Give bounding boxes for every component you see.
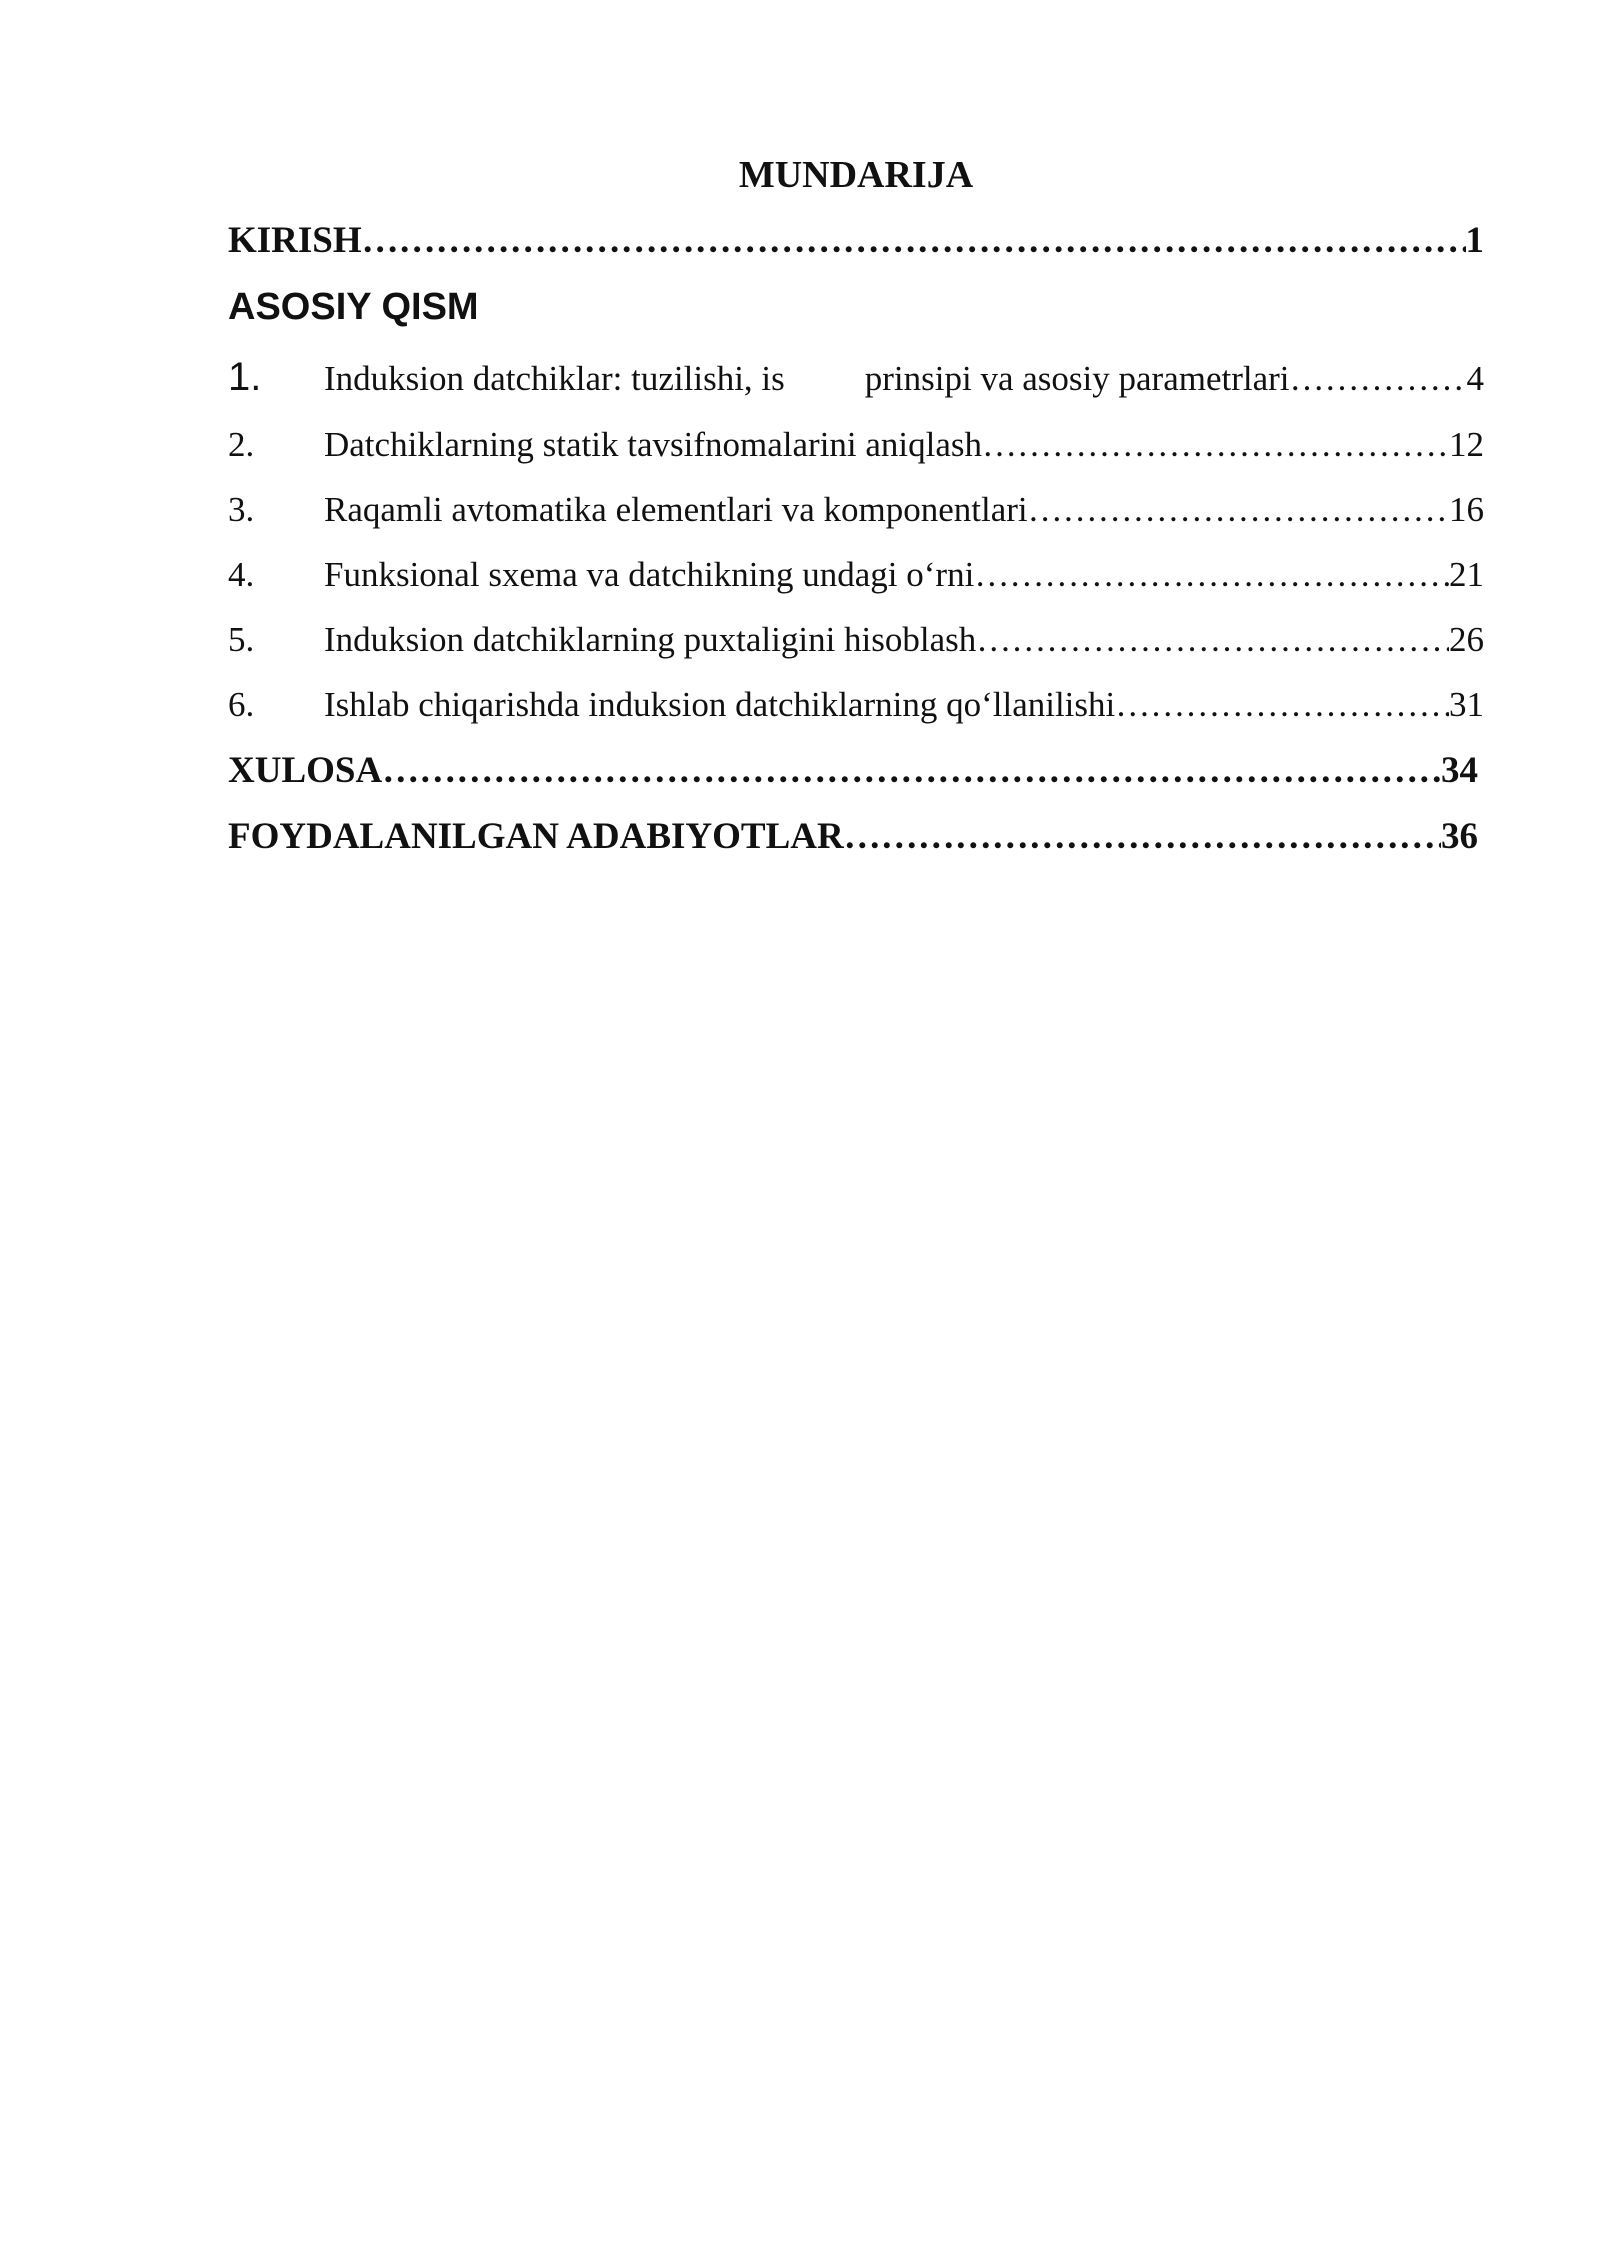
toc-entry-kirish[interactable] <box>228 214 1484 268</box>
toc-entry-number: 2. <box>228 425 255 464</box>
toc-entry-label: KIRISH <box>228 220 362 261</box>
dot-leader <box>982 418 1449 472</box>
toc-entry-adabiyotlar[interactable] <box>228 810 1478 864</box>
toc-entry-label: Raqamli avtomatika elementlari va komponentlari <box>324 490 1028 529</box>
dot-leader <box>974 548 1449 602</box>
dot-leader <box>844 810 1441 864</box>
section-heading: ASOSIY QISM <box>228 286 479 328</box>
toc-entry-number: 5. <box>228 620 255 659</box>
toc-page-number: 12 <box>1449 425 1484 464</box>
dot-leader <box>976 613 1449 667</box>
toc-entry-number: 3. <box>228 490 255 529</box>
toc-entry-5[interactable] <box>228 613 1484 667</box>
toc-entry-label: XULOSA <box>228 750 383 791</box>
toc-page-number: 1 <box>1465 220 1484 261</box>
page-title: MUNDARIJA <box>738 154 974 196</box>
dot-leader <box>1115 678 1449 732</box>
toc-entry-label: Funksional sxema va datchikning undagi o‘rni <box>324 555 975 594</box>
toc-entry-2[interactable] <box>228 418 1484 472</box>
toc-page-number: 36 <box>1441 816 1478 857</box>
toc-entry-1[interactable] <box>228 350 1484 404</box>
toc-page-number: 4 <box>1466 359 1484 398</box>
toc-entry-number: 1. <box>228 355 262 399</box>
toc-entry-xulosa[interactable] <box>228 744 1478 798</box>
toc-entry-number: 4. <box>228 555 255 594</box>
toc-entry-number: 6. <box>228 685 255 724</box>
dot-leader <box>1028 483 1449 537</box>
toc-page-number: 21 <box>1449 555 1484 594</box>
toc-entry-label: Induksion datchiklarning puxtaligini hisoblash <box>324 620 977 659</box>
dot-leader <box>362 214 1466 268</box>
toc-page-number: 26 <box>1449 620 1484 659</box>
toc-entry-4[interactable] <box>228 548 1484 602</box>
toc-entry-label: Induksion datchiklar: tuzilishi, is <box>324 359 785 398</box>
toc-entry-label-tail: prinsipi va asosiy parametrlari <box>864 359 1290 398</box>
toc-page-number: 34 <box>1441 750 1478 791</box>
toc-entry-label: Datchiklarning statik tavsifnomalarini aniqlash <box>324 425 983 464</box>
toc-page-number: 31 <box>1449 685 1484 724</box>
dot-leader <box>382 744 1441 798</box>
toc-page-number: 16 <box>1449 490 1484 529</box>
toc-entry-label: Ishlab chiqarishda induksion datchiklarning qo‘llanilishi <box>324 685 1116 724</box>
dot-leader <box>1290 352 1467 404</box>
toc-entry-6[interactable] <box>228 678 1484 732</box>
toc-entry-3[interactable] <box>228 483 1484 537</box>
toc-entry-label: FOYDALANILGAN ADABIYOTLAR <box>228 816 844 857</box>
